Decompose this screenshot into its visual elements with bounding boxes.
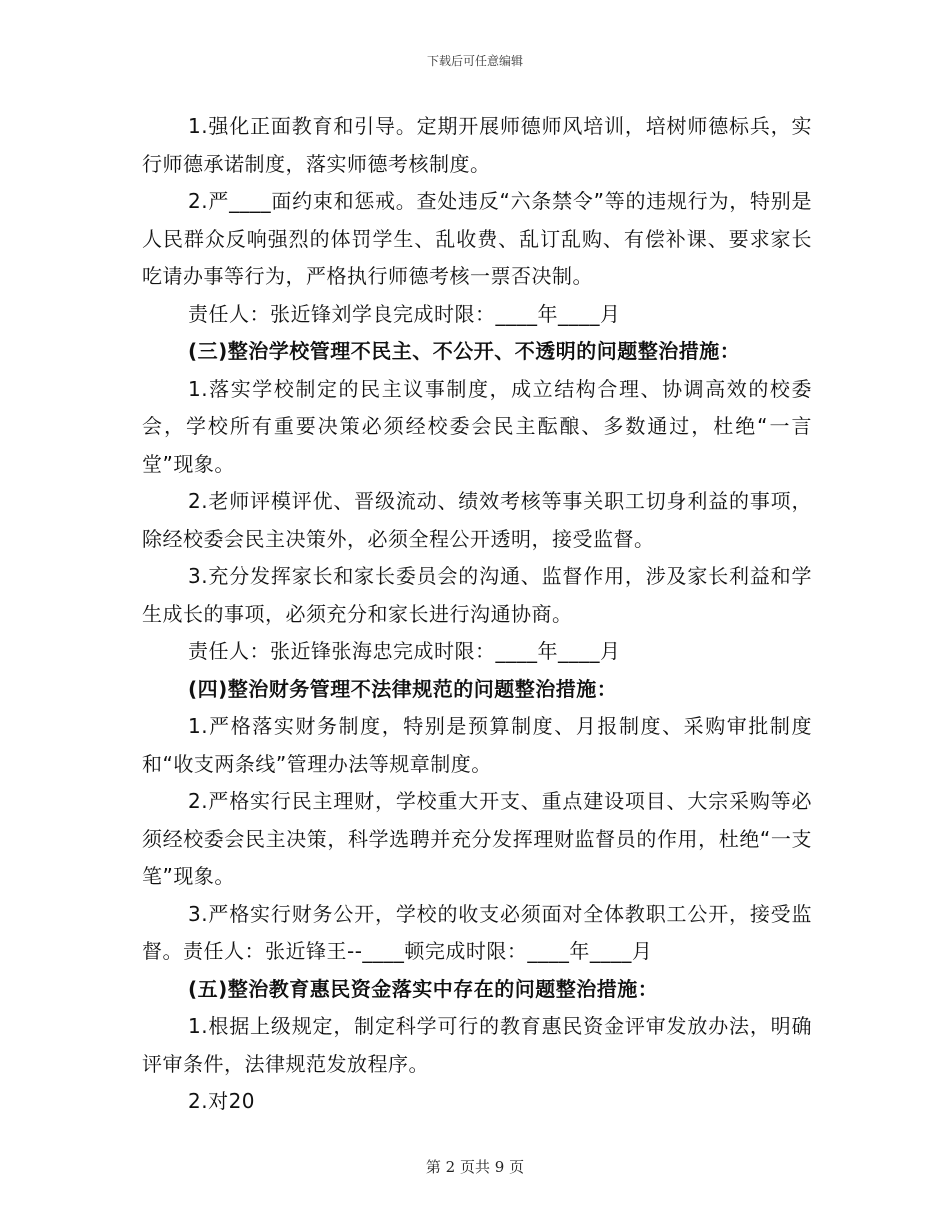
paragraph: 3.充分发挥家长和家长委员会的沟通、监督作用，涉及家长利益和学生成长的事项，必须充分和家长进行沟通协商。 [142, 564, 812, 626]
paragraph: 3.严格实行财务公开，学校的收支必须面对全体教职工公开，接受监督。责任人：张近锋王--____顿完成时限：____年____月 [142, 901, 812, 963]
paragraph: 1.落实学校制定的民主议事制度，成立结构合理、协调高效的校委会，学校所有重要决策必须经校委会民主酝酿、多数通过，杜绝“一言堂”现象。 [142, 376, 812, 476]
document-body [142, 108, 812, 1121]
section-heading: (五)整治教育惠民资金落实中存在的问题整治措施： [188, 976, 659, 1001]
section-heading: (四)整治财务管理不法律规范的问题整治措施： [188, 676, 618, 701]
page-header: 下载后可任意编辑 [426, 54, 523, 68]
page-footer: 第 2 页共 9 页 [425, 1158, 525, 1176]
responsible-line: 责任人：张近锋刘学良完成时限：____年____月 [188, 301, 621, 326]
paragraph: 2.严格实行民主理财，学校重大开支、重点建设项目、大宗采购等必须经校委会民主决策，科学选聘并充分发挥理财监督员的作用，杜绝“一支笔”现象。 [142, 789, 812, 888]
responsible-line: 责任人：张近锋张海忠完成时限：____年____月 [188, 639, 621, 663]
paragraph: 1.强化正面教育和引导。定期开展师德师风培训，培树师德标兵，实行师德承诺制度，落实师德考核制度。 [142, 114, 812, 176]
paragraph: 2.老师评模评优、晋级流动、绩效考核等事关职工切身利益的事项，除经校委会民主决策外，必须全程公开透明，接受监督。 [142, 489, 812, 551]
section-heading: (三)整治学校管理不民主、不公开、不透明的问题整治措施： [188, 339, 741, 363]
paragraph: 2.对20 [188, 1089, 256, 1113]
paragraph: 1.根据上级规定，制定科学可行的教育惠民资金评审发放办法，明确评审条件，法律规范发放程序。 [142, 1014, 812, 1076]
paragraph: 2.严____面约束和惩戒。查处违反“六条禁令”等的违规行为，特别是人民群众反响强烈的体罚学生、乱收费、乱订乱购、有偿补课、要求家长吃请办事等行为，严格执行师德考核一票否决制。 [142, 189, 812, 288]
paragraph: 1.严格落实财务制度，特别是预算制度、月报制度、采购审批制度和“收支两条线”管理办法等规章制度。 [142, 714, 812, 776]
